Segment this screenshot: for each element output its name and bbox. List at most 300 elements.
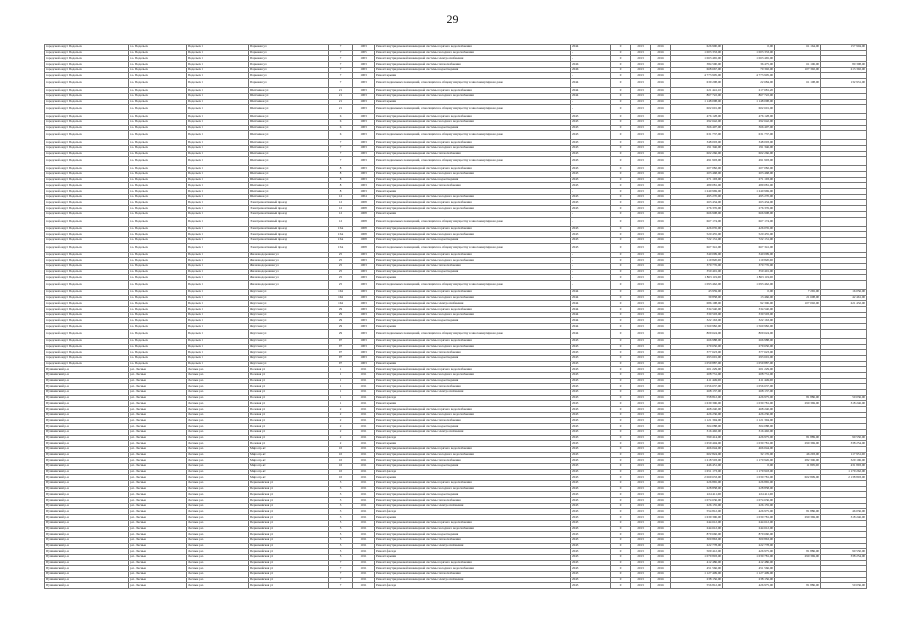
cell-zero: 0 xyxy=(611,62,631,68)
cell-zero: 0 xyxy=(611,45,631,51)
cell-settlement: Лесные р.п. xyxy=(187,492,249,498)
cell-house: 25 xyxy=(329,269,353,275)
cell-a: 377 623,00 xyxy=(671,350,723,356)
cell-y1: 2013 xyxy=(631,435,651,441)
cell-zero: 0 xyxy=(611,67,631,73)
cell-city: р.п. Лесные xyxy=(129,583,187,589)
cell-street: Электромонтажный проезд xyxy=(249,237,329,243)
cell-district: Пушкинский р-н xyxy=(45,572,129,578)
cell-settlement: Подольск г xyxy=(187,177,249,183)
cell-work: Ремонт внутридомовой инженерной системы холодного водоснабжения xyxy=(375,145,571,151)
cell-y2: 2016 xyxy=(651,119,671,125)
cell-work: Ремонт внутридомовой инженерной системы холодного водоснабжения xyxy=(375,295,571,301)
cell-work: Ремонт крыши xyxy=(375,275,571,281)
cell-street: Железнодорожная ул xyxy=(249,263,329,269)
cell-settlement: Подольск г xyxy=(187,237,249,243)
cell-c: 602 809,00 xyxy=(775,475,821,481)
cell-street: Якутская ул xyxy=(249,344,329,350)
cell-city: р.п. Лесные xyxy=(129,390,187,396)
cell-work: Ремонт внутридомовой инженерной системы водоотведения xyxy=(375,378,571,384)
cell-y2: 2016 xyxy=(651,407,671,413)
cell-house: 12 xyxy=(329,194,353,200)
cell-settlement: Лесные р.п. xyxy=(187,390,249,396)
cell-y1: 2013 xyxy=(631,243,651,252)
cell-year: 2043 xyxy=(571,554,611,560)
cell-a: 639 298,00 xyxy=(671,79,723,88)
cell-c: 290 369,00 xyxy=(775,441,821,447)
cell-work: Ремонт внутридомовой инженерной системы горячего водоснабжения xyxy=(375,88,571,94)
cell-street: Первомайская ул xyxy=(249,572,329,578)
cell-year: 2043 xyxy=(571,435,611,441)
cell-zero: 0 xyxy=(611,390,631,396)
cell-a: 263 434,00 xyxy=(671,200,723,206)
cell-work: Ремонт подвальных помещений, относящихся к общему имуществу в многоквартирном доме xyxy=(375,217,571,226)
page-number: 29 xyxy=(446,12,459,26)
cell-city: р.п. Лесные xyxy=(129,554,187,560)
cell-y2: 2016 xyxy=(651,237,671,243)
cell-num: 1011 xyxy=(353,384,375,390)
cell-zero: 0 xyxy=(611,560,631,566)
cell-a: 489 081,00 xyxy=(671,183,723,189)
cell-b: 224 411,00 xyxy=(723,492,775,498)
cell-work: Ремонт внутридомовой инженерной системы электроснабжения xyxy=(375,429,571,435)
cell-num: 1011 xyxy=(353,469,375,475)
cell-y2: 2016 xyxy=(651,577,671,583)
cell-work: Ремонт внутридомовой инженерной системы холодного водоснабжения xyxy=(375,486,571,492)
cell-district: городской округ Подольск xyxy=(45,206,129,212)
works-table xyxy=(44,44,867,589)
cell-settlement: Лесные р.п. xyxy=(187,503,249,509)
cell-y2: 2016 xyxy=(651,458,671,464)
cell-work: Ремонт подвальных помещений, относящихся к общему имуществу в многоквартирном доме xyxy=(375,105,571,114)
cell-settlement: Подольск г xyxy=(187,99,249,105)
cell-settlement: Лесные р.п. xyxy=(187,418,249,424)
cell-year: 2043 xyxy=(571,338,611,344)
cell-house: 1 xyxy=(329,367,353,373)
cell-city: г.о. Подольск xyxy=(129,237,187,243)
cell-street: Парковая ул xyxy=(249,56,329,62)
cell-settlement: Лесные р.п. xyxy=(187,572,249,578)
cell-city: р.п. Лесные xyxy=(129,520,187,526)
cell-c: 11 895,00 xyxy=(775,463,821,469)
cell-street: Первомайская ул xyxy=(249,554,329,560)
cell-b: 271 193,00 xyxy=(723,177,775,183)
cell-work: Ремонт фасада xyxy=(375,583,571,589)
cell-street: Шепчинок ул xyxy=(249,151,329,157)
cell-house: 97 xyxy=(329,361,353,367)
cell-settlement: Лесные р.п. xyxy=(187,509,249,515)
cell-num: 1003 xyxy=(353,166,375,172)
cell-year: - xyxy=(571,275,611,281)
cell-year: 2044 xyxy=(571,45,611,51)
cell-b: 1 093 462,00 xyxy=(723,281,775,290)
cell-street: Первомайская ул xyxy=(249,520,329,526)
cell-num: 1011 xyxy=(353,407,375,413)
cell-street: Якутская ул xyxy=(249,350,329,356)
cell-y2: 2016 xyxy=(651,446,671,452)
cell-d: 90 550,00 xyxy=(821,549,867,555)
cell-b: 411 449,00 xyxy=(723,378,775,384)
cell-a: 292 642,00 xyxy=(671,119,723,125)
cell-work: Ремонт внутридомовой инженерной системы холодного водоснабжения xyxy=(375,206,571,212)
cell-b: 92 306,00 xyxy=(723,301,775,307)
cell-city: р.п. Лесные xyxy=(129,412,187,418)
cell-year: 2043 xyxy=(571,424,611,430)
cell-street: Мира пр-кт xyxy=(249,469,329,475)
cell-work: Ремонт внутридомовой инженерной системы электроснабжения xyxy=(375,577,571,583)
table-row xyxy=(45,217,867,226)
cell-work: Ремонт внутридомовой инженерной системы горячего водоснабжения xyxy=(375,338,571,344)
cell-city: р.п. Лесные xyxy=(129,532,187,538)
cell-b: 1 121 394,00 xyxy=(723,418,775,424)
cell-y1: 2013 xyxy=(631,554,651,560)
cell-y1: 2013 xyxy=(631,463,651,469)
cell-num: 1003 xyxy=(353,56,375,62)
cell-y1: 2013 xyxy=(631,367,651,373)
cell-settlement: Подольск г xyxy=(187,151,249,157)
cell-year: 2044 xyxy=(571,312,611,318)
cell-y2: 2016 xyxy=(651,338,671,344)
cell-house: 7 xyxy=(329,79,353,88)
cell-year: 2043 xyxy=(571,378,611,384)
cell-house: 12 xyxy=(329,206,353,212)
cell-settlement: Подольск г xyxy=(187,258,249,264)
cell-y2: 2016 xyxy=(651,509,671,515)
cell-settlement: Подольск г xyxy=(187,62,249,68)
cell-house: 8 xyxy=(329,172,353,178)
cell-a: 602 824,00 xyxy=(671,452,723,458)
cell-year: - xyxy=(571,189,611,195)
cell-work: Ремонт внутридомовой инженерной системы холодного водоснабжения xyxy=(375,172,571,178)
cell-y1: 2013 xyxy=(631,378,651,384)
cell-house: 6 xyxy=(329,131,353,140)
cell-house: 7 xyxy=(329,73,353,79)
cell-street: Первомайская ул xyxy=(249,566,329,572)
cell-settlement: Лесные р.п. xyxy=(187,395,249,401)
cell-y2: 2016 xyxy=(651,566,671,572)
cell-zero: 0 xyxy=(611,441,631,447)
cell-num: 1011 xyxy=(353,418,375,424)
cell-work: Ремонт внутридомовой инженерной системы горячего водоснабжения xyxy=(375,446,571,452)
cell-d: 50 036,00 xyxy=(821,395,867,401)
cell-a: 602 601,00 xyxy=(671,105,723,114)
cell-y2: 2016 xyxy=(651,125,671,131)
cell-settlement: Подольск г xyxy=(187,252,249,258)
cell-work: Ремонт внутридомовой инженерной системы холодного водоснабжения xyxy=(375,119,571,125)
works-table-body xyxy=(45,45,867,589)
cell-year: 2043 xyxy=(571,418,611,424)
cell-street: Парковая ул xyxy=(249,45,329,51)
cell-a: 520 455,00 xyxy=(671,232,723,238)
cell-zero: 0 xyxy=(611,232,631,238)
cell-num: 1003 xyxy=(353,157,375,166)
cell-zero: 0 xyxy=(611,252,631,258)
cell-a: 201 229,00 xyxy=(671,367,723,373)
cell-d xyxy=(821,105,867,114)
cell-year: 2046 xyxy=(571,67,611,73)
cell-street: Электромонтажный проезд xyxy=(249,211,329,217)
cell-settlement: Лесные р.п. xyxy=(187,537,249,543)
cell-zero: 0 xyxy=(611,407,631,413)
cell-work: Ремонт фасада xyxy=(375,509,571,515)
cell-d: 132 931,00 xyxy=(821,79,867,88)
cell-work: Ремонт крыши xyxy=(375,554,571,560)
cell-house: 5 xyxy=(329,554,353,560)
cell-num: 1003 xyxy=(353,281,375,290)
cell-settlement: Лесные р.п. xyxy=(187,424,249,430)
cell-house: 13А xyxy=(329,237,353,243)
cell-zero: 0 xyxy=(611,56,631,62)
cell-settlement: Подольск г xyxy=(187,307,249,313)
cell-house: 2 xyxy=(329,407,353,413)
cell-y2: 2016 xyxy=(651,281,671,290)
cell-b: 377 623,00 xyxy=(723,350,775,356)
cell-num: 1011 xyxy=(353,446,375,452)
cell-work: Ремонт внутридомовой инженерной системы водоотведения xyxy=(375,125,571,131)
cell-a: 491 903,00 xyxy=(671,157,723,166)
cell-district: городской округ Подольск xyxy=(45,361,129,367)
cell-a: 1 003 333,00 xyxy=(671,50,723,56)
cell-settlement: Подольск г xyxy=(187,67,249,73)
cell-year: 2043 xyxy=(571,532,611,538)
cell-b: 809 624,00 xyxy=(723,329,775,338)
cell-work: Ремонт внутридомовой инженерной системы водоотведения xyxy=(375,492,571,498)
cell-a: 316 492,00 xyxy=(671,429,723,435)
cell-street: Первомайская ул xyxy=(249,549,329,555)
cell-settlement: Подольск г xyxy=(187,45,249,51)
cell-city: г.о. Подольск xyxy=(129,114,187,120)
cell-y2: 2016 xyxy=(651,441,671,447)
cell-work: Ремонт внутридомовой инженерной системы холодного водоснабжения xyxy=(375,258,571,264)
cell-district: Пушкинский р-н xyxy=(45,526,129,532)
cell-work: Ремонт внутридомовой инженерной системы холодного водоснабжения xyxy=(375,372,571,378)
cell-city: р.п. Лесные xyxy=(129,384,187,390)
cell-zero: 0 xyxy=(611,526,631,532)
cell-c: 81 889,00 xyxy=(775,435,821,441)
cell-district: Пушкинский р-н xyxy=(45,532,129,538)
cell-zero: 0 xyxy=(611,509,631,515)
cell-y2: 2016 xyxy=(651,177,671,183)
cell-district: городской округ Подольск xyxy=(45,157,129,166)
cell-num: 1011 xyxy=(353,583,375,589)
cell-a: 1 560 982,00 xyxy=(671,324,723,330)
cell-a: 322 163,00 xyxy=(671,318,723,324)
cell-zero: 0 xyxy=(611,498,631,504)
cell-work: Ремонт внутридомовой инженерной системы холодного водоснабжения xyxy=(375,194,571,200)
cell-y1: 2013 xyxy=(631,252,651,258)
cell-district: городской округ Подольск xyxy=(45,307,129,313)
cell-year: 2043 xyxy=(571,560,611,566)
cell-city: р.п. Лесные xyxy=(129,367,187,373)
cell-settlement: Подольск г xyxy=(187,56,249,62)
cell-b: 228 858,00 xyxy=(723,486,775,492)
cell-b: 666 908,00 xyxy=(723,211,775,217)
cell-d: 1 179 262,00 xyxy=(821,469,867,475)
cell-a: 39 858,00 xyxy=(671,295,723,301)
cell-y2: 2016 xyxy=(651,232,671,238)
cell-y2: 2016 xyxy=(651,583,671,589)
cell-house: 29 xyxy=(329,312,353,318)
cell-zero: 0 xyxy=(611,329,631,338)
cell-house: 29 xyxy=(329,329,353,338)
cell-city: г.о. Подольск xyxy=(129,211,187,217)
cell-city: г.о. Подольск xyxy=(129,125,187,131)
cell-y1: 2013 xyxy=(631,577,651,583)
cell-y1: 2013 xyxy=(631,407,651,413)
cell-house: 7 xyxy=(329,140,353,146)
cell-c xyxy=(775,217,821,226)
cell-district: Пушкинский р-н xyxy=(45,481,129,487)
works-table-container xyxy=(44,44,866,589)
cell-work: Ремонт внутридомовой инженерной системы теплоснабжения xyxy=(375,384,571,390)
cell-district: городской округ Подольск xyxy=(45,50,129,56)
cell-settlement: Лесные р.п. xyxy=(187,435,249,441)
cell-city: р.п. Лесные xyxy=(129,395,187,401)
cell-settlement: Лесные р.п. xyxy=(187,378,249,384)
cell-street: Шепчинок ул xyxy=(249,157,329,166)
cell-work: Ремонт подвальных помещений, относящихся к общему имуществу в многоквартирном доме xyxy=(375,79,571,88)
cell-b: 1 240 969,00 xyxy=(723,189,775,195)
cell-year: 2043 xyxy=(571,361,611,367)
cell-a: 1 240 969,00 xyxy=(671,189,723,195)
cell-city: г.о. Подольск xyxy=(129,206,187,212)
cell-settlement: Лесные р.п. xyxy=(187,481,249,487)
cell-work: Ремонт крыши xyxy=(375,189,571,195)
cell-num: 1003 xyxy=(353,361,375,367)
cell-zero: 0 xyxy=(611,125,631,131)
cell-work: Ремонт внутридомовой инженерной системы холодного водоснабжения xyxy=(375,412,571,418)
cell-work: Ремонт внутридомовой инженерной системы водоотведения xyxy=(375,67,571,73)
cell-house: 1 xyxy=(329,372,353,378)
cell-c: 21 608,00 xyxy=(775,295,821,301)
cell-d xyxy=(821,243,867,252)
cell-y1: 2013 xyxy=(631,217,651,226)
cell-district: Пушкинский р-н xyxy=(45,515,129,521)
cell-y1: 2013 xyxy=(631,301,651,307)
cell-street: Полевая ул xyxy=(249,412,329,418)
cell-num: 1011 xyxy=(353,481,375,487)
cell-settlement: Подольск г xyxy=(187,312,249,318)
cell-zero: 0 xyxy=(611,492,631,498)
cell-house: 3 xyxy=(329,481,353,487)
cell-street: Шепчинок ул xyxy=(249,125,329,131)
cell-a: 495 270,00 xyxy=(671,194,723,200)
cell-y2: 2016 xyxy=(651,384,671,390)
cell-city: г.о. Подольск xyxy=(129,324,187,330)
cell-city: р.п. Лесные xyxy=(129,572,187,578)
cell-y1: 2013 xyxy=(631,486,651,492)
cell-a: 304 088,00 xyxy=(671,424,723,430)
cell-work: Ремонт внутридомовой инженерной системы электроснабжения xyxy=(375,503,571,509)
cell-street: Мира пр-кт xyxy=(249,475,329,481)
cell-b: 292 642,00 xyxy=(723,119,775,125)
cell-y2: 2016 xyxy=(651,355,671,361)
cell-y1: 2013 xyxy=(631,232,651,238)
cell-y1: 2013 xyxy=(631,338,651,344)
cell-street: Первомайская ул xyxy=(249,560,329,566)
cell-b: 316 492,00 xyxy=(723,429,775,435)
cell-b: 520 455,00 xyxy=(723,232,775,238)
cell-y2: 2016 xyxy=(651,301,671,307)
cell-b: 1 863 119,00 xyxy=(723,275,775,281)
cell-a: 293 601,00 xyxy=(671,355,723,361)
cell-b: 1 127 409,00 xyxy=(723,572,775,578)
cell-num: 1003 xyxy=(353,301,375,307)
cell-street: Электромонтажный проезд xyxy=(249,217,329,226)
cell-district: Пушкинский р-н xyxy=(45,543,129,549)
cell-year: 2043 xyxy=(571,395,611,401)
cell-district: городской округ Подольск xyxy=(45,67,129,73)
cell-a: 1 074 636,00 xyxy=(671,498,723,504)
cell-num: 1003 xyxy=(353,79,375,88)
cell-city: р.п. Лесные xyxy=(129,498,187,504)
cell-settlement: Подольск г xyxy=(187,105,249,114)
cell-street: Полевая ул xyxy=(249,390,329,396)
cell-y1: 2013 xyxy=(631,281,651,290)
cell-b: 244 612,00 xyxy=(723,526,775,532)
cell-house: 21 xyxy=(329,99,353,105)
cell-a: 411 449,00 xyxy=(671,378,723,384)
cell-street: Шепчинок ул xyxy=(249,140,329,146)
cell-street: Якутская ул xyxy=(249,324,329,330)
cell-district: Пушкинский р-н xyxy=(45,492,129,498)
cell-b: 489 081,00 xyxy=(723,183,775,189)
cell-house: 7 xyxy=(329,572,353,578)
cell-district: городской округ Подольск xyxy=(45,237,129,243)
cell-house: 6 xyxy=(329,119,353,125)
cell-city: г.о. Подольск xyxy=(129,269,187,275)
cell-settlement: Подольск г xyxy=(187,350,249,356)
cell-c: 282 306,00 xyxy=(775,458,821,464)
cell-num: 1011 xyxy=(353,452,375,458)
cell-num: 1011 xyxy=(353,401,375,407)
cell-c: 107 002,00 xyxy=(775,301,821,307)
cell-zero: 0 xyxy=(611,452,631,458)
cell-zero: 0 xyxy=(611,145,631,151)
cell-year: 2043 xyxy=(571,200,611,206)
cell-work: Ремонт внутридомовой инженерной системы водоотведения xyxy=(375,318,571,324)
cell-y2: 2016 xyxy=(651,93,671,99)
cell-b: 1 059 887,00 xyxy=(723,361,775,367)
cell-city: г.о. Подольск xyxy=(129,194,187,200)
cell-zero: 0 xyxy=(611,301,631,307)
cell-work: Ремонт внутридомовой инженерной системы теплоснабжения xyxy=(375,537,571,543)
cell-street: Шепчинок ул xyxy=(249,105,329,114)
cell-work: Ремонт внутридомовой инженерной системы горячего водоснабжения xyxy=(375,200,571,206)
cell-district: городской округ Подольск xyxy=(45,200,129,206)
cell-y2: 2016 xyxy=(651,56,671,62)
cell-a: 668 667,00 xyxy=(671,67,723,73)
cell-y1: 2013 xyxy=(631,424,651,430)
cell-num: 1011 xyxy=(353,520,375,526)
cell-street: Якутская ул xyxy=(249,312,329,318)
cell-city: р.п. Лесные xyxy=(129,458,187,464)
cell-year: 2043 xyxy=(571,384,611,390)
cell-zero: 0 xyxy=(611,194,631,200)
cell-num: 1011 xyxy=(353,367,375,373)
cell-zero: 0 xyxy=(611,269,631,275)
cell-district: городской округ Подольск xyxy=(45,290,129,296)
cell-num: 1003 xyxy=(353,329,375,338)
cell-y1: 2013 xyxy=(631,263,651,269)
cell-y1: 2013 xyxy=(631,125,651,131)
cell-year: 2044 xyxy=(571,79,611,88)
cell-settlement: Лесные р.п. xyxy=(187,520,249,526)
cell-house: 2 xyxy=(329,441,353,447)
cell-zero: 0 xyxy=(611,290,631,296)
cell-city: г.о. Подольск xyxy=(129,119,187,125)
cell-street: Первомайская ул xyxy=(249,492,329,498)
